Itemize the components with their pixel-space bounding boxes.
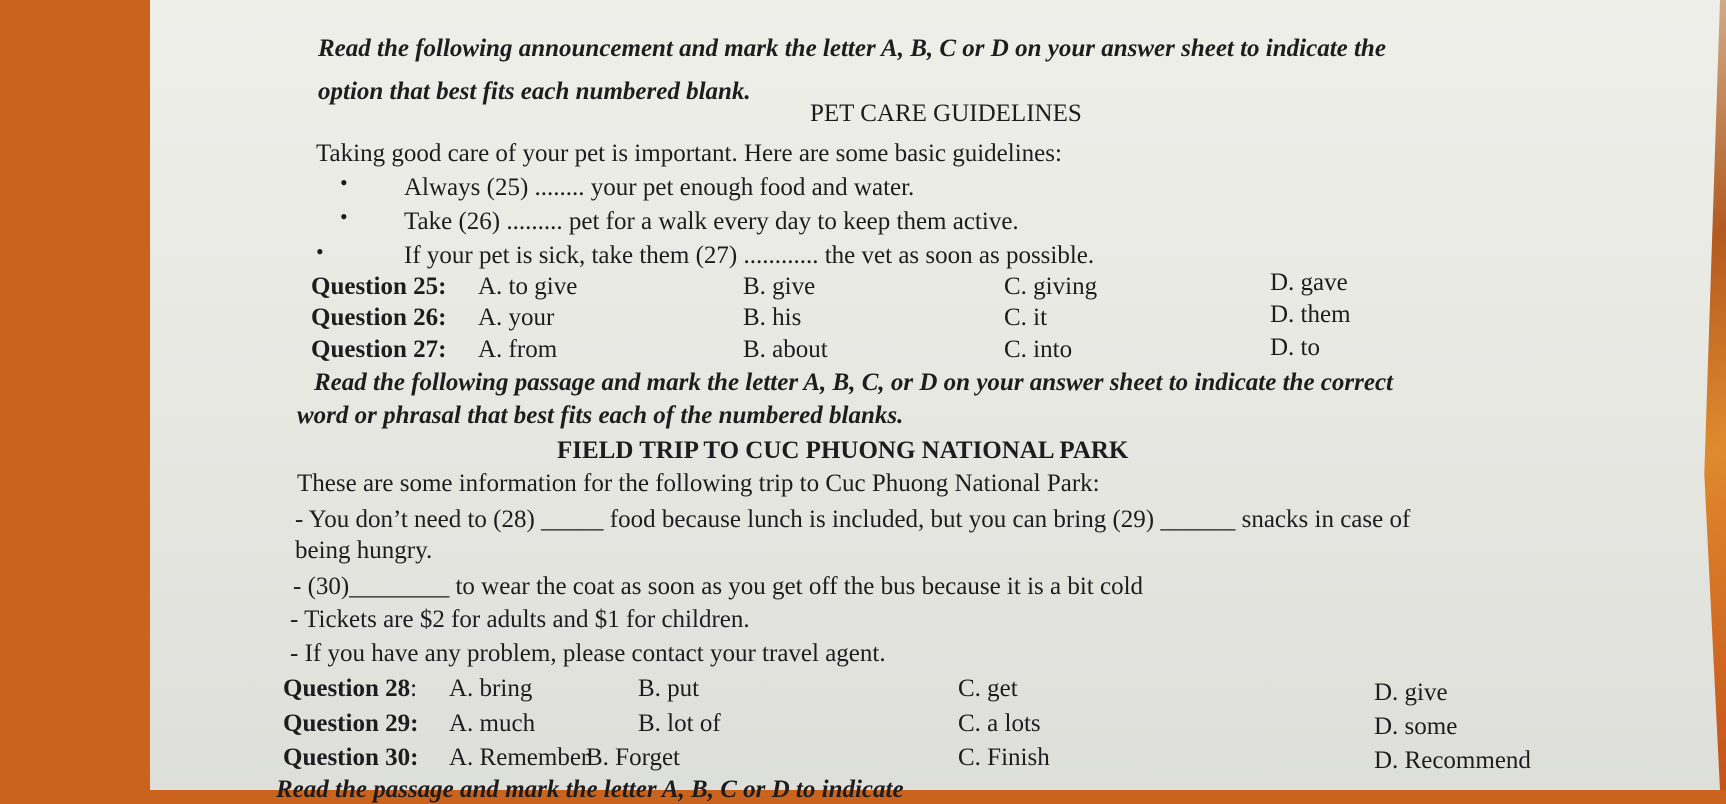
passage-line-30: - (30)________ to wear the coat as soon as you get off the bus because it is a bit cold (293, 573, 1144, 600)
question-26-option-d: D. them (1270, 301, 1351, 328)
passage-line-hungry: being hungry. (295, 537, 433, 564)
question-25-option-a: A. to give (478, 273, 578, 300)
question-30-option-d: D. Recommend (1374, 747, 1531, 774)
instruction-2-line-2: word or phrasal that best fits each of the numbered blanks. (297, 402, 904, 429)
question-25-option-c: C. giving (1004, 273, 1098, 300)
question-30-label: Question 30: (283, 744, 419, 771)
pet-care-title: PET CARE GUIDELINES (810, 100, 1082, 127)
passage-line-28-29: - You don’t need to (28) _____ food because lunch is included, but you can bring (29) ______ snacks in case of (295, 506, 1411, 533)
bullet-25: Always (25) ........ your pet enough food and water. (404, 174, 915, 201)
question-30-option-c: C. Finish (958, 744, 1050, 771)
instruction-1-line-1: Read the following announcement and mark the letter A, B, C or D on your answer sheet to indicate the (318, 35, 1386, 62)
question-29-option-b: B. lot of (638, 710, 721, 737)
field-trip-title: FIELD TRIP TO CUC PHUONG NATIONAL PARK (557, 437, 1129, 464)
instruction-1-line-2: option that best fits each numbered blank. (318, 78, 751, 105)
question-25-label: Question 25: (311, 273, 447, 300)
question-26-option-a: A. your (478, 304, 555, 331)
bullet-26: Take (26) ......... pet for a walk every day to keep them active. (404, 208, 1019, 235)
question-29-option-a: A. much (449, 710, 536, 737)
question-28-label: Question 28 (283, 675, 411, 702)
question-30-option-b: B. Forget (586, 744, 680, 771)
question-30-option-a: A. Remember (449, 744, 590, 771)
question-29-option-d: D. some (1374, 713, 1458, 740)
question-26-option-c: C. it (1004, 304, 1048, 331)
question-25-option-b: B. give (743, 273, 816, 300)
question-27-label: Question 27: (311, 336, 447, 363)
question-28-label-wrap (283, 674, 417, 704)
question-26-option-b: B. his (743, 304, 802, 331)
question-25-option-d: D. gave (1270, 269, 1348, 296)
question-28-option-a: A. bring (449, 675, 533, 702)
question-28-option-d: D. give (1374, 679, 1448, 706)
question-26-label: Question 26: (311, 304, 447, 331)
passage-line-tickets: - Tickets are $2 for adults and $1 for children. (290, 606, 750, 633)
cut-off-next-instruction: Read the passage and mark the letter A, B, C or D to indicate (276, 776, 904, 803)
question-28-option-b: B. put (638, 675, 700, 702)
question-27-option-a: A. from (478, 336, 558, 363)
question-27-option-c: C. into (1004, 336, 1073, 363)
question-28-option-c: C. get (958, 675, 1018, 702)
instruction-2-line-1: Read the following passage and mark the letter A, B, C, or D on your answer sheet to indicate the correct (314, 369, 1393, 396)
question-29-label: Question 29: (283, 710, 419, 737)
pet-care-intro: Taking good care of your pet is important. Here are some basic guidelines: (316, 140, 1062, 167)
question-27-option-d: D. to (1270, 334, 1320, 361)
bullet-dot: • (316, 239, 324, 264)
question-27-option-b: B. about (743, 336, 828, 363)
question-29-option-c: C. a lots (958, 710, 1041, 737)
question-28-colon: : (410, 675, 418, 702)
passage-line-problem: - If you have any problem, please contact your travel agent. (290, 640, 886, 667)
bullet-27: If your pet is sick, take them (27) ............ the vet as soon as possible. (404, 242, 1095, 269)
field-trip-intro: These are some information for the following trip to Cuc Phuong National Park: (297, 470, 1100, 497)
bullet-dot: • (340, 204, 348, 229)
bullet-dot: • (340, 170, 348, 195)
